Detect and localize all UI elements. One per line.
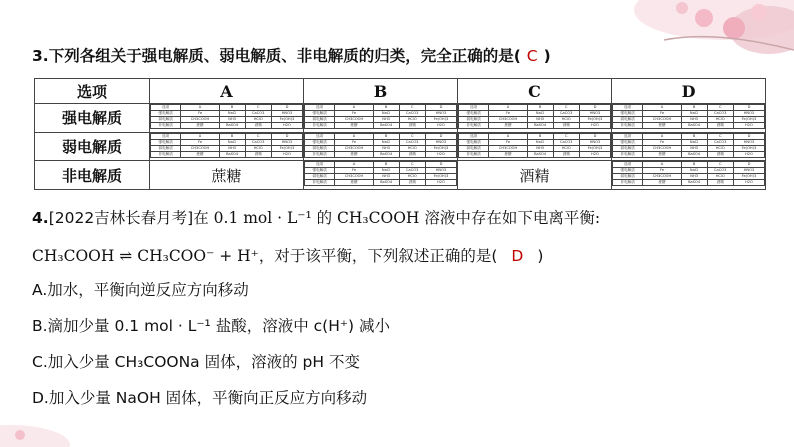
row-label-non: 非电解质 bbox=[35, 161, 150, 190]
question-3-title: 3.下列各组关于强电解质、弱电解质、非电解质的归类，完全正确的是( C ) bbox=[32, 47, 551, 65]
question-3-answer: C bbox=[526, 47, 538, 65]
classification-table bbox=[34, 78, 766, 190]
mini-table-cell: 选项 A B C D 强电解质 Fe NaCl CaCO3 HNO3 弱电解质 CH3COOH NH3 HClO Fe(OH)3 非电解质 蔗糖 BaSO4 酒精 H2O bbox=[150, 104, 304, 133]
mini-table-cell: 选项 A B C D 强电解质 Fe NaCl CaCO3 HNO3 弱电解质 CH3COOH NH3 HClO Fe(OH)3 非电解质 蔗糖 BaSO4 酒精 H2O bbox=[304, 104, 458, 133]
option-a-text: A.加水，平衡向逆反应方向移动 bbox=[32, 281, 249, 299]
question-4-answer: D bbox=[511, 247, 524, 265]
row-label-strong: 强电解质 bbox=[35, 104, 150, 133]
option-c-text: C.加入少量 CH₃COONa 固体，溶液的 pH 不变 bbox=[32, 353, 360, 371]
option-b-header: B bbox=[304, 79, 458, 104]
option-d-text: D.加入少量 NaOH 固体，平衡向正反应方向移动 bbox=[32, 389, 368, 407]
mini-table-cell: 选项 A B C D 强电解质 Fe NaCl CaCO3 HNO3 弱电解质 CH3COOH NH3 HClO Fe(OH)3 非电解质 蔗糖 BaSO4 酒精 H2O bbox=[458, 104, 612, 133]
nonelectrolyte-c: 酒精 bbox=[458, 161, 612, 190]
ionization-equation: CH₃COOH ⇌ CH₃COO⁻ + H⁺ bbox=[32, 247, 259, 265]
mini-table-cell: 选项 A B C D 强电解质 Fe NaCl CaCO3 HNO3 弱电解质 CH3COOH NH3 HClO Fe(OH)3 非电解质 蔗糖 BaSO4 酒精 H2O bbox=[612, 104, 766, 133]
cherry-blossom-decoration bbox=[554, 0, 794, 80]
mini-table-cell: 选项 A B C D 强电解质 Fe NaCl CaCO3 HNO3 弱电解质 CH3COOH NH3 HClO Fe(OH)3 非电解质 蔗糖 BaSO4 酒精 H2O bbox=[612, 132, 766, 161]
mini-table-cell: 选项 A B C D 强电解质 Fe NaCl CaCO3 HNO3 弱电解质 CH3COOH NH3 HClO Fe(OH)3 非电解质 蔗糖 BaSO4 酒精 H2O bbox=[612, 161, 766, 190]
mini-table-cell: 选项 A B C D 强电解质 Fe NaCl CaCO3 HNO3 弱电解质 CH3COOH NH3 HClO Fe(OH)3 非电解质 蔗糖 BaSO4 酒精 H2O bbox=[304, 132, 458, 161]
question-4-line-2: CH₃COOH ⇌ CH₃COO⁻ + H⁺，对于该平衡，下列叙述正确的是( D ) bbox=[32, 247, 544, 265]
option-a-header: A bbox=[150, 79, 304, 104]
mini-table-cell: 选项 A B C D 强电解质 Fe NaCl CaCO3 HNO3 弱电解质 CH3COOH NH3 HClO Fe(OH)3 非电解质 蔗糖 BaSO4 酒精 H2O bbox=[458, 132, 612, 161]
option-c-header: C bbox=[458, 79, 612, 104]
table-header-label: 选项 bbox=[35, 79, 150, 104]
option-d-header: D bbox=[612, 79, 766, 104]
row-label-weak: 弱电解质 bbox=[35, 132, 150, 161]
option-b-text: B.滴加少量 0.1 mol · L⁻¹ 盐酸，溶液中 c(H⁺) 减小 bbox=[32, 317, 390, 335]
question-4-line-1: 4.[2022吉林长春月考]在 0.1 mol · L⁻¹ 的 CH₃COOH 溶液中存在如下电离平衡: bbox=[32, 209, 601, 227]
nonelectrolyte-a: 蔗糖 bbox=[150, 161, 304, 190]
mini-table-cell: 选项 A B C D 强电解质 Fe NaCl CaCO3 HNO3 弱电解质 CH3COOH NH3 HClO Fe(OH)3 非电解质 蔗糖 BaSO4 酒精 H2O bbox=[150, 132, 304, 161]
mini-table-cell: 选项 A B C D 强电解质 Fe NaCl CaCO3 HNO3 弱电解质 CH3COOH NH3 HClO Fe(OH)3 非电解质 蔗糖 BaSO4 酒精 H2O bbox=[304, 161, 458, 190]
